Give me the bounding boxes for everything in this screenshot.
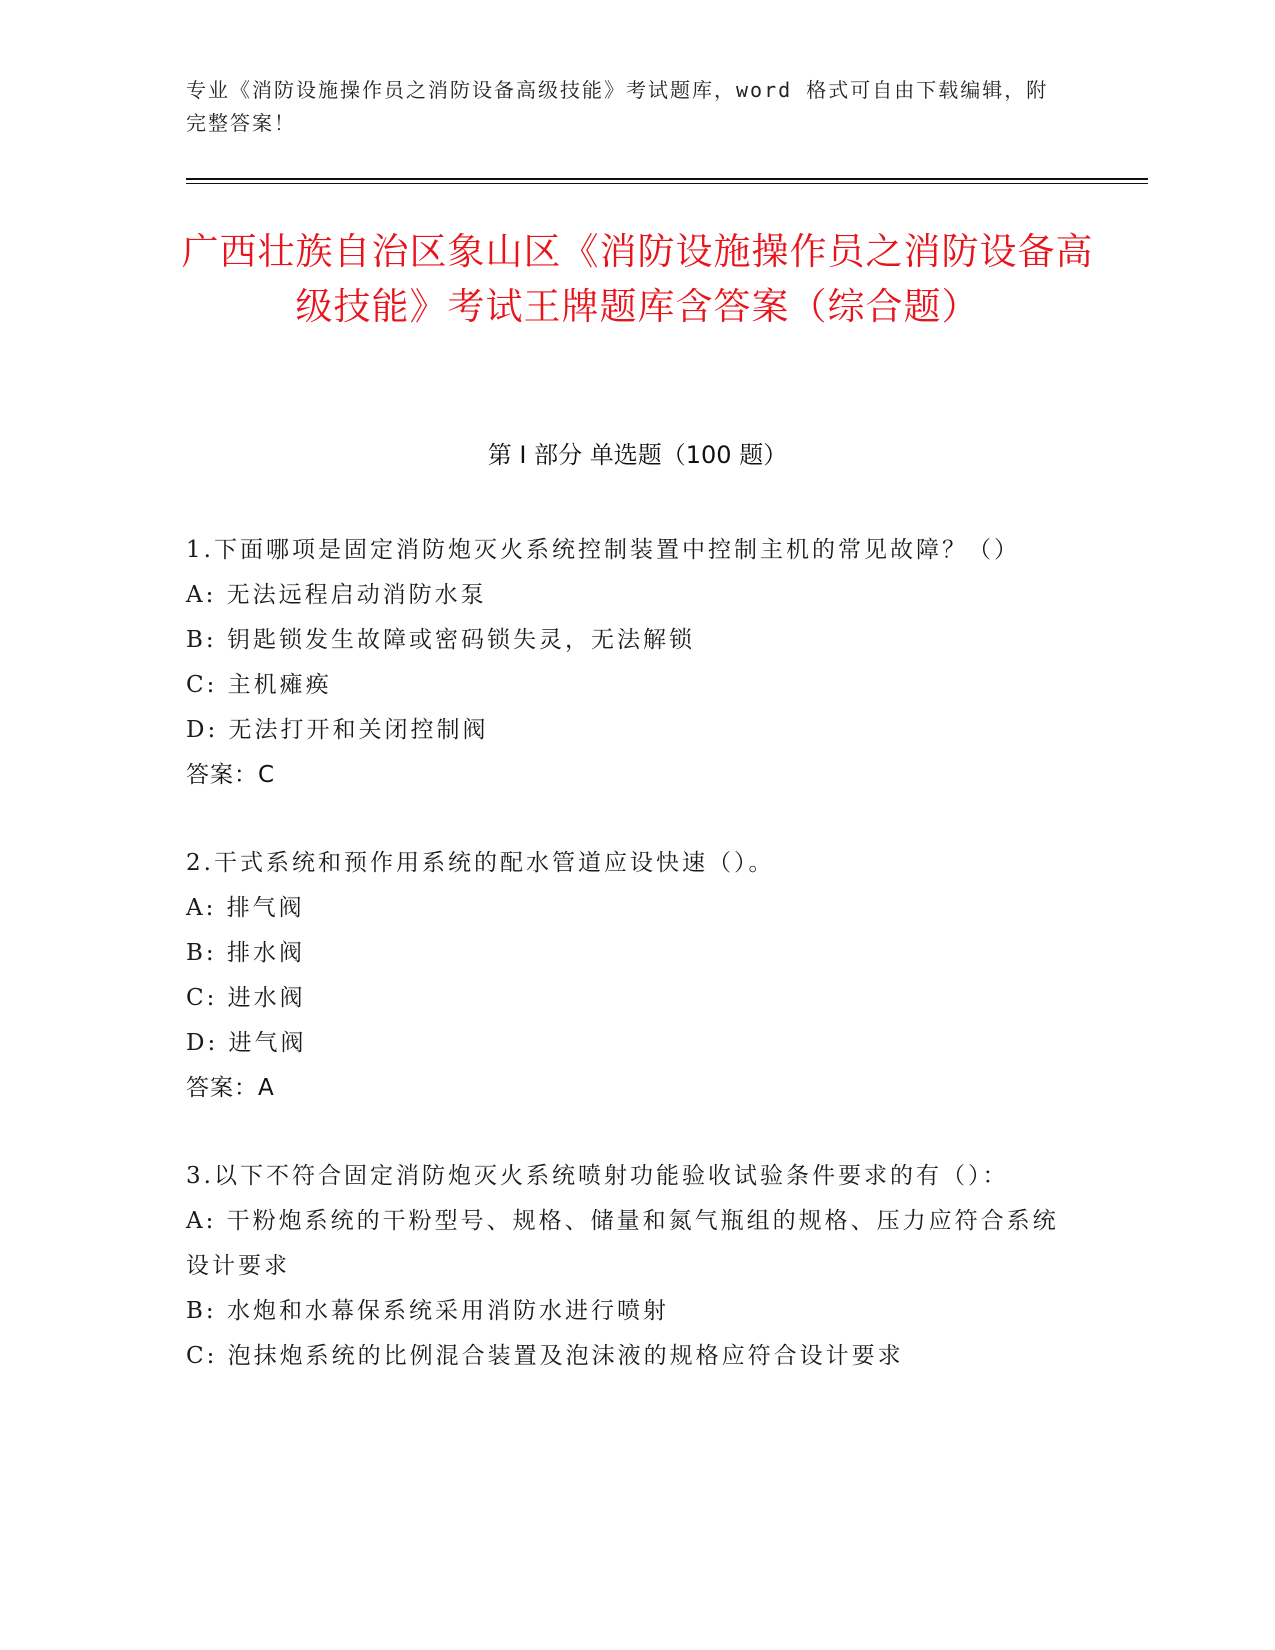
option-d: D: 无法打开和关闭控制阀 [186, 717, 489, 743]
option-a: A: 干粉炮系统的干粉型号、规格、储量和氮气瓶组的规格、压力应符合系统设计要求 [186, 1208, 1059, 1279]
option-d: D: 进气阀 [186, 1030, 307, 1056]
question-stem: 1.下面哪项是固定消防炮灭火系统控制装置中控制主机的常见故障？（） [186, 537, 1020, 563]
question-item [186, 528, 1066, 798]
question-item [186, 841, 1066, 1111]
question-stem: 3.以下不符合固定消防炮灭火系统喷射功能验收试验条件要求的有（）： [186, 1163, 1009, 1189]
answer-line: 答案：A [186, 1075, 275, 1101]
option-b: B: 钥匙锁发生故障或密码锁失灵，无法解锁 [186, 627, 695, 653]
option-b: B: 水炮和水幕保系统采用消防水进行喷射 [186, 1298, 669, 1324]
document-title: 广西壮族自治区象山区《消防设施操作员之消防设备高级技能》考试王牌题库含答案（综合题） [181, 230, 1094, 328]
option-c: C: 进水阀 [186, 985, 306, 1011]
section-heading: 第 I 部分 单选题（100 题） [487, 441, 788, 469]
question-list [186, 528, 1066, 1422]
header-divider-thick [186, 178, 1148, 180]
option-a: A: 无法远程启动消防水泵 [186, 582, 487, 608]
option-b: B: 排水阀 [186, 940, 305, 966]
option-c: C: 泡抹炮系统的比例混合装置及泡沫液的规格应符合设计要求 [186, 1343, 904, 1369]
question-stem: 2.干式系统和预作用系统的配水管道应设快速（）。 [186, 850, 775, 876]
question-item [186, 1154, 1066, 1379]
answer-line: 答案：C [186, 762, 276, 788]
option-a: A: 排气阀 [186, 895, 305, 921]
option-c: C: 主机瘫痪 [186, 672, 332, 698]
header-divider-thin [186, 183, 1148, 184]
header-note: 专业《消防设施操作员之消防设备高级技能》考试题库，word 格式可自由下载编辑，附完整答案！ [186, 78, 1049, 135]
